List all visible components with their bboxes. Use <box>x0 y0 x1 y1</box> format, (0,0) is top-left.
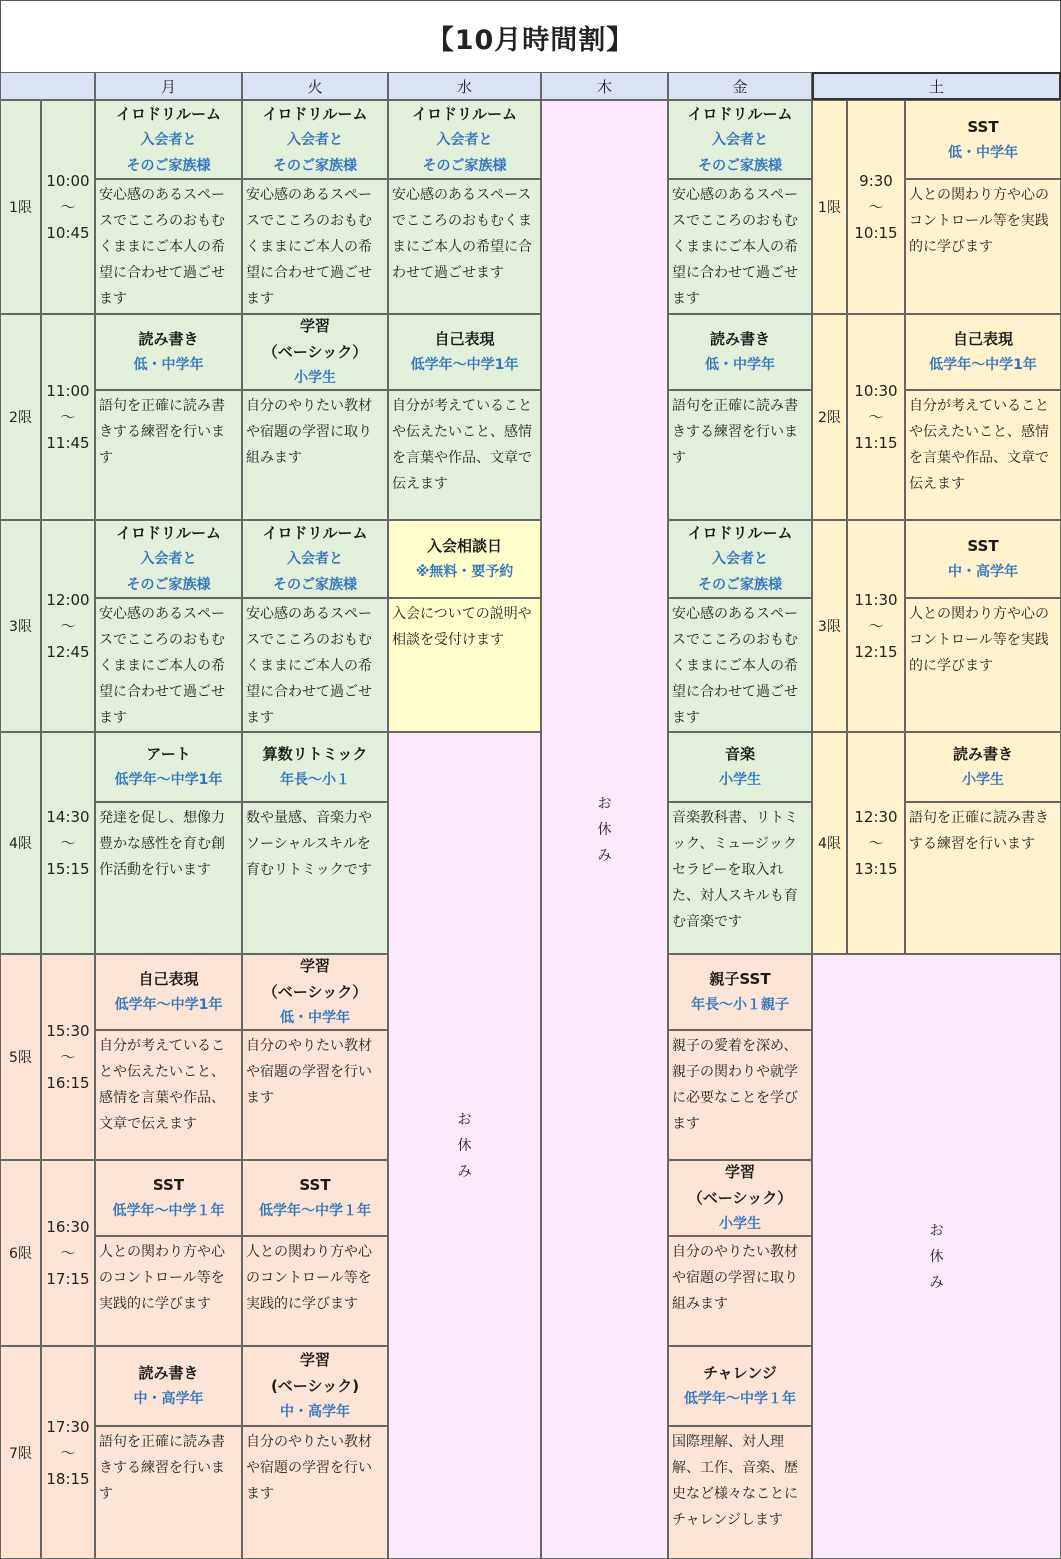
time-tilde: ～ <box>60 1244 76 1262</box>
time-tilde: ～ <box>60 408 76 426</box>
class-header-fri-5 <box>668 954 812 1030</box>
class-target: 入会者と <box>287 131 343 148</box>
closed-label: お休み <box>597 795 612 864</box>
time-tilde: ～ <box>60 1048 76 1066</box>
class-header-mon-6 <box>95 1160 242 1236</box>
class-header-mon-5 <box>95 954 242 1030</box>
class-title-suffix: （ベーシック） <box>262 983 368 1001</box>
class-title: 学習 <box>299 957 330 975</box>
class-header-tue-3 <box>242 520 388 598</box>
class-description: 人との関わり方や心のコントロール等を実践的に学びます <box>905 598 1061 732</box>
class-title: 算数リトミック <box>262 745 368 763</box>
class-description: 安心感のあるスペースでこころのおもむくままにご本人の希望に合わせて過ごせます <box>242 179 388 314</box>
class-header-mon-1 <box>95 100 242 179</box>
class-description: 人との関わり方や心のコントロール等を実践的に学びます <box>95 1236 242 1346</box>
class-title: 学習 <box>724 1163 755 1181</box>
class-target: そのご家族様 <box>698 157 782 174</box>
class-description: 安心感のあるスペースでこころのおもむくままにご本人の希望に合わせて過ごせます <box>668 179 812 314</box>
header-day-fri: 金 <box>668 72 812 100</box>
time-end: 17:15 <box>46 1270 90 1288</box>
class-description: 自分が考えていることや伝えたいこと、感情を言葉や作品、文章で伝えます <box>95 1030 242 1160</box>
class-title: 親子SST <box>709 970 771 988</box>
class-header-sat-3 <box>905 520 1061 598</box>
class-target: 入会者と <box>287 551 343 567</box>
class-title-suffix: （ベーシック） <box>262 343 368 361</box>
closed-label: お休み <box>929 1222 944 1291</box>
time-start: 17:30 <box>46 1417 90 1436</box>
class-header-mon-3 <box>95 520 242 598</box>
class-header-fri-7 <box>668 1346 812 1426</box>
class-description: 安心感のあるスペースでこころのおもむくままにご本人の希望に合わせて過ごせます <box>388 179 541 314</box>
period-time <box>41 954 95 1160</box>
class-description: 発達を促し、想像力豊かな感性を育む創作活動を行います <box>95 802 242 954</box>
class-description: 安心感のあるスペースでこころのおもむくままにご本人の希望に合わせて過ごせます <box>242 598 388 732</box>
class-description: 自分のやりたい教材や宿題の学習を行います <box>242 1426 388 1559</box>
class-title: 入会相談日 <box>426 537 502 555</box>
sat-period-time <box>847 732 905 954</box>
class-target: 入会者と <box>712 131 768 148</box>
time-tilde: ～ <box>60 617 76 635</box>
class-description: 安心感のあるスペースでこころのおもむくままにご本人の希望に合わせて過ごせます <box>668 598 812 732</box>
time-end: 12:15 <box>854 643 898 661</box>
class-title: SST <box>967 537 999 555</box>
period-label: 2限 <box>0 314 41 520</box>
period-time <box>41 314 95 520</box>
class-title: 学習 <box>299 317 330 335</box>
class-description: 自分が考えていることや伝えたいこと、感情を言葉や作品、文章で伝えます <box>388 390 541 520</box>
class-description: 人との関わり方や心のコントロール等を実践的に学びます <box>242 1236 388 1346</box>
class-title: 学習 <box>299 1351 330 1369</box>
header-day-wed: 水 <box>388 72 541 100</box>
class-header-fri-2 <box>668 314 812 390</box>
class-header-fri-6 <box>668 1160 812 1236</box>
class-target: そのご家族様 <box>126 577 211 593</box>
class-title: SST <box>152 1176 185 1194</box>
class-title-suffix: （ベーシック） <box>687 1189 793 1207</box>
class-target: 中・高学年 <box>280 1404 350 1420</box>
period-time <box>41 1160 95 1346</box>
period-time <box>41 520 95 732</box>
sat-period-label: 2限 <box>812 314 847 520</box>
class-header-fri-1 <box>668 100 812 179</box>
class-header-mon-7 <box>95 1346 242 1426</box>
class-target: 小学生 <box>719 772 761 788</box>
class-title: 読み書き <box>952 745 1013 763</box>
header-day-mon: 月 <box>95 72 242 100</box>
class-header-wed-1 <box>388 100 541 179</box>
sat-period-time <box>847 520 905 732</box>
class-target: 低学年～中学1年 <box>114 772 223 788</box>
class-target: 小学生 <box>962 772 1004 788</box>
time-tilde: ～ <box>868 617 884 635</box>
class-header-sat-1 <box>905 100 1061 179</box>
class-header-mon-2 <box>95 314 242 390</box>
class-target: 入会者と <box>140 551 197 567</box>
period-time <box>41 732 95 954</box>
class-target: 低学年～中学1年 <box>929 357 1037 373</box>
class-header-tue-1 <box>242 100 388 179</box>
class-target: そのご家族様 <box>273 157 357 174</box>
class-target: 入会者と <box>436 131 493 148</box>
class-target: 入会者と <box>140 131 197 148</box>
class-description: 親子の愛着を深め、親子の関わりや就学に必要なことを学びます <box>668 1030 812 1160</box>
class-header-wed-3 <box>388 520 541 598</box>
time-end: 16:15 <box>46 1074 90 1092</box>
header-day-sat: 土 <box>812 72 1061 100</box>
class-target: 低・中学年 <box>948 144 1018 161</box>
class-target: 低学年～中学１年 <box>259 1203 371 1219</box>
time-start: 11:00 <box>46 382 90 400</box>
time-tilde: ～ <box>60 834 76 852</box>
class-title: アート <box>146 745 191 763</box>
period-time <box>41 100 95 314</box>
class-note: ※無料・要予約 <box>415 564 514 580</box>
thu-closed-cell <box>541 100 668 1559</box>
period-label: 3限 <box>0 520 41 732</box>
class-header-tue-2 <box>242 314 388 390</box>
class-description: 自分のやりたい教材や宿題の学習に取り組みます <box>668 1236 812 1346</box>
class-header-wed-2 <box>388 314 541 390</box>
class-target: 低学年～中学1年 <box>410 357 519 373</box>
header-corner <box>0 72 95 100</box>
period-label: 1限 <box>0 100 41 314</box>
class-description: 人との関わり方や心のコントロール等を実践的に学びます <box>905 179 1061 314</box>
header-day-tue: 火 <box>242 72 388 100</box>
time-tilde: ～ <box>60 1443 76 1462</box>
class-target: 低学年～中学１年 <box>112 1203 225 1219</box>
class-title: SST <box>967 117 999 136</box>
class-description: 安心感のあるスペースでこころのおもむくままにご本人の希望に合わせて過ごせます <box>95 179 242 314</box>
class-target: 小学生 <box>719 1216 761 1232</box>
time-end: 13:15 <box>854 860 898 878</box>
class-target: 中・高学年 <box>948 564 1018 580</box>
class-title: イロドリルーム <box>115 104 221 123</box>
class-description: 語句を正確に読み書きする練習を行います <box>905 802 1061 954</box>
class-target: 入会者と <box>712 551 768 567</box>
class-description: 安心感のあるスペースでこころのおもむくままにご本人の希望に合わせて過ごせます <box>95 598 242 732</box>
class-title: 自己表現 <box>434 330 495 348</box>
time-tilde: ～ <box>868 198 884 216</box>
time-end: 15:15 <box>46 860 90 878</box>
time-end: 10:45 <box>46 224 90 242</box>
time-start: 10:30 <box>854 382 898 400</box>
class-title: イロドリルーム <box>687 524 793 542</box>
time-start: 16:30 <box>46 1218 90 1236</box>
period-label: 5限 <box>0 954 41 1160</box>
time-end: 18:15 <box>46 1469 90 1488</box>
time-tilde: ～ <box>60 198 76 216</box>
time-tilde: ～ <box>868 408 884 426</box>
time-end: 11:15 <box>854 434 898 452</box>
closed-label: お休み <box>457 1111 472 1180</box>
time-start: 14:30 <box>46 808 90 826</box>
class-title: 読み書き <box>138 330 199 348</box>
class-header-mon-4 <box>95 732 242 802</box>
period-label: 7限 <box>0 1346 41 1559</box>
class-header-tue-6 <box>242 1160 388 1236</box>
class-title: イロドリルーム <box>262 524 368 542</box>
class-target: 小学生 <box>294 370 336 386</box>
sat-period-label: 3限 <box>812 520 847 732</box>
sat-period-label: 1限 <box>812 100 847 314</box>
class-title: 自己表現 <box>952 330 1013 348</box>
class-target: 低・中学年 <box>705 357 775 373</box>
time-start: 12:30 <box>854 808 898 826</box>
class-header-tue-7 <box>242 1346 388 1426</box>
wed-closed-cell <box>388 732 541 1559</box>
class-target: 低学年～中学1年 <box>114 997 223 1013</box>
class-description: 自分のやりたい教材や宿題の学習を行います <box>242 1030 388 1160</box>
class-title: 読み書き <box>138 1364 199 1382</box>
class-title: 自己表現 <box>138 970 199 988</box>
class-title: 音楽 <box>724 745 755 763</box>
class-description: 語句を正確に読み書きする練習を行います <box>668 390 812 520</box>
class-target: そのご家族様 <box>126 157 211 174</box>
header-day-thu: 木 <box>541 72 668 100</box>
class-target: そのご家族様 <box>273 577 357 593</box>
time-start: 15:30 <box>46 1022 90 1040</box>
time-start: 9:30 <box>859 172 893 190</box>
class-description: 数や量感、音楽力やソーシャルスキルを育むリトミックです <box>242 802 388 954</box>
class-header-fri-4 <box>668 732 812 802</box>
class-description: 音楽教科書、リトミック、ミュージックセラピーを取入れた、対人スキルも育む音楽です <box>668 802 812 954</box>
time-start: 10:00 <box>46 172 90 190</box>
class-description: 国際理解、対人理解、工作、音楽、歴史など様々なことにチャレンジします <box>668 1426 812 1559</box>
class-description: 語句を正確に読み書きする練習を行います <box>95 390 242 520</box>
class-header-fri-3 <box>668 520 812 598</box>
page-title-box <box>0 0 1061 73</box>
class-title: チャレンジ <box>703 1364 777 1382</box>
class-description: 入会についての説明や相談を受付けます <box>388 598 541 732</box>
sat-period-time <box>847 100 905 314</box>
class-title: イロドリルーム <box>687 104 793 123</box>
period-label: 6限 <box>0 1160 41 1346</box>
class-target: 低学年～中学１年 <box>684 1391 796 1407</box>
time-end: 11:45 <box>46 434 90 452</box>
time-end: 12:45 <box>46 643 90 661</box>
class-header-tue-5 <box>242 954 388 1030</box>
page-title: 【10月時間割】 <box>426 24 635 56</box>
class-header-sat-2 <box>905 314 1061 390</box>
time-end: 10:15 <box>854 224 898 242</box>
sat-period-time <box>847 314 905 520</box>
period-time <box>41 1346 95 1559</box>
class-title: イロドリルーム <box>262 104 368 123</box>
class-description: 語句を正確に読み書きする練習を行います <box>95 1426 242 1559</box>
class-target: 年長～小１ <box>280 772 350 788</box>
class-target: 年長～小１親子 <box>691 997 789 1013</box>
class-target: 中・高学年 <box>133 1391 204 1407</box>
class-title: SST <box>299 1176 331 1194</box>
class-header-sat-4 <box>905 732 1061 802</box>
time-start: 12:00 <box>46 591 90 609</box>
class-target: 低・中学年 <box>280 1010 350 1026</box>
period-label: 4限 <box>0 732 41 954</box>
time-start: 11:30 <box>854 591 898 609</box>
class-header-tue-4 <box>242 732 388 802</box>
class-target: そのご家族様 <box>698 577 782 593</box>
class-description: 自分が考えていることや伝えたいこと、感情を言葉や作品、文章で伝えます <box>905 390 1061 520</box>
sat-period-label: 4限 <box>812 732 847 954</box>
class-title: イロドリルーム <box>115 524 221 542</box>
class-description: 自分のやりたい教材や宿題の学習に取り組みます <box>242 390 388 520</box>
class-title-suffix: (ベーシック) <box>270 1377 360 1395</box>
class-title: 読み書き <box>709 330 770 348</box>
time-tilde: ～ <box>868 834 884 852</box>
class-target: 低・中学年 <box>133 357 204 373</box>
class-target: そのご家族様 <box>422 157 507 174</box>
class-title: イロドリルーム <box>411 104 517 123</box>
sat-closed-cell <box>812 954 1061 1559</box>
